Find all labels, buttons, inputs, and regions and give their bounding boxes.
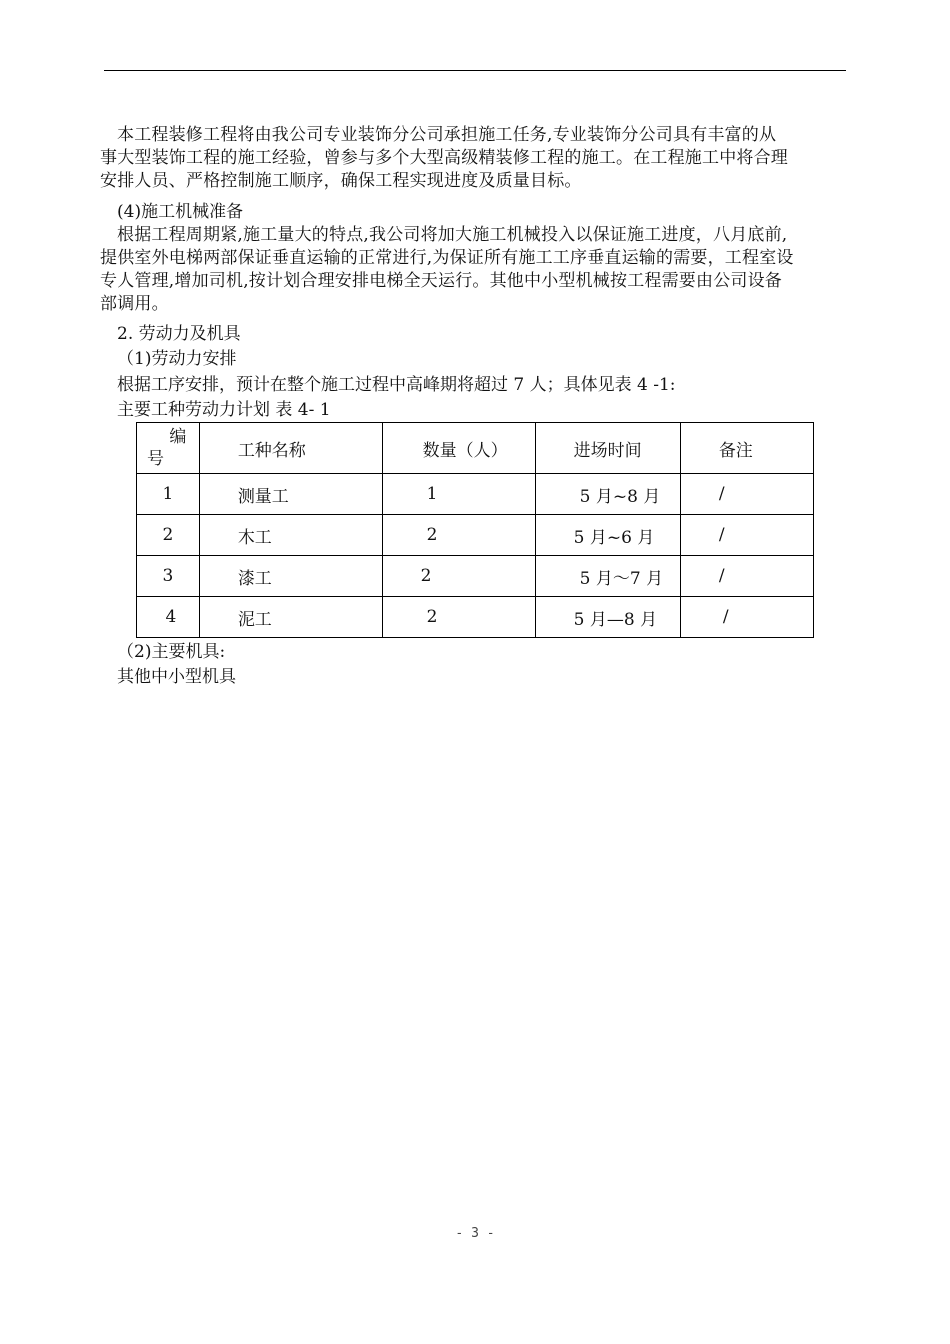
cell-trade-name: 泥工 xyxy=(199,597,382,638)
table-row xyxy=(137,556,814,597)
table-header-row xyxy=(137,423,814,474)
paragraph-machinery xyxy=(100,224,872,316)
header-note: 备注 xyxy=(680,423,813,474)
table-caption: 主要工种劳动力计划 表 4- 1 xyxy=(117,400,331,420)
cell-quantity: 2 xyxy=(382,556,535,597)
cell-quantity: 2 xyxy=(382,597,535,638)
paragraph-line: 本工程装修工程将由我公司专业装饰分公司承担施工任务,专业装饰分公司具有丰富的从 xyxy=(117,125,777,145)
page-number: - 3 - xyxy=(455,1226,495,1241)
table-row xyxy=(137,515,814,556)
paragraph-line: 提供室外电梯两部保证垂直运输的正常进行,为保证所有施工工序垂直运输的需要，工程室设 xyxy=(100,248,794,268)
cell-entry-time: 5 月~6 月 xyxy=(535,515,680,556)
cell-note: / xyxy=(680,556,813,597)
header-trade-name: 工种名称 xyxy=(199,423,382,474)
paragraph-decoration-contractor xyxy=(100,124,872,193)
cell-entry-time: 5 月~8 月 xyxy=(535,474,680,515)
cell-note: / xyxy=(680,515,813,556)
cell-trade-name: 木工 xyxy=(199,515,382,556)
labor-plan-table xyxy=(136,422,814,638)
paragraph-line: 安排人员、严格控制施工顺序，确保工程实现进度及质量目标。 xyxy=(100,171,582,191)
header-rule xyxy=(104,70,846,71)
header-entry-time: 进场时间 xyxy=(535,423,680,474)
cell-entry-time: 5 月～7 月 xyxy=(535,556,680,597)
cell-note: / xyxy=(680,597,813,638)
cell-trade-name: 漆工 xyxy=(199,556,382,597)
cell-number: 1 xyxy=(137,474,200,515)
subsection-heading-labor: （1)劳动力安排 xyxy=(117,349,237,369)
cell-quantity: 2 xyxy=(382,515,535,556)
cell-entry-time: 5 月—8 月 xyxy=(535,597,680,638)
table-row xyxy=(137,474,814,515)
section-heading-machinery-prep: (4)施工机械准备 xyxy=(117,202,244,222)
cell-note: / xyxy=(680,474,813,515)
paragraph-line: 事大型装饰工程的施工经验，曾参与多个大型高级精装修工程的施工。在工程施工中将合理 xyxy=(100,148,788,168)
table-row xyxy=(137,597,814,638)
paragraph-labor-plan: 根据工序安排，预计在整个施工过程中高峰期将超过 7 人；具体见表 4 -1: xyxy=(117,375,676,395)
cell-trade-name: 测量工 xyxy=(199,474,382,515)
cell-number: 4 xyxy=(137,597,200,638)
paragraph-small-tools: 其他中小型机具 xyxy=(117,667,236,687)
cell-number: 2 xyxy=(137,515,200,556)
header-number: 编 号 xyxy=(137,423,200,474)
cell-quantity: 1 xyxy=(382,474,535,515)
section-heading-labor-tools: 2. 劳动力及机具 xyxy=(117,324,241,344)
subsection-heading-main-tools: （2)主要机具: xyxy=(117,642,226,662)
paragraph-line: 根据工程周期紧,施工量大的特点,我公司将加大施工机械投入以保证施工进度，八月底前, xyxy=(117,225,788,245)
header-quantity: 数量（人） xyxy=(382,423,535,474)
cell-number: 3 xyxy=(137,556,200,597)
paragraph-line: 专人管理,增加司机,按计划合理安排电梯全天运行。其他中小型机械按工程需要由公司设备 xyxy=(100,271,783,291)
paragraph-line: 部调用。 xyxy=(100,294,169,314)
